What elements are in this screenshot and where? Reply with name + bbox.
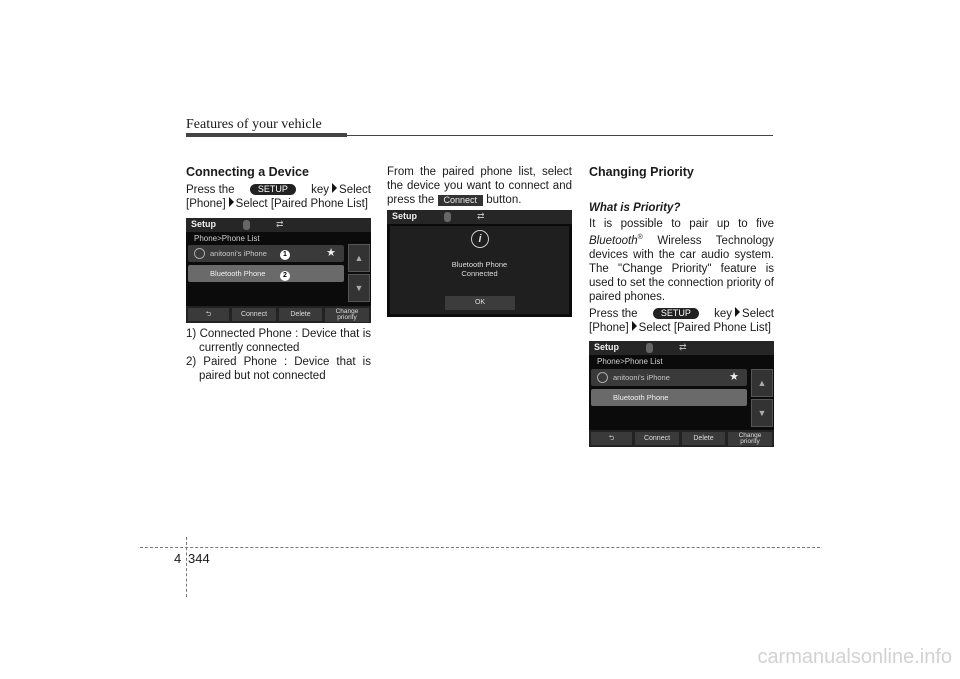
callout-badge-2: 2 (280, 271, 290, 281)
callout-badge-1: 1 (280, 250, 290, 260)
scroll-down-button[interactable]: ▼ (751, 399, 773, 427)
back-button[interactable]: ⮌ (188, 308, 229, 321)
connect-button[interactable]: Connect (635, 432, 679, 445)
scroll-up-button[interactable]: ▲ (348, 244, 370, 272)
play-icon (597, 372, 608, 383)
info-icon: i (471, 230, 489, 248)
header-rule-thick (186, 133, 347, 137)
triangle-right-icon (332, 183, 337, 193)
setup-key: SETUP (653, 308, 699, 319)
heading-connecting-device: Connecting a Device (186, 165, 309, 179)
usb-icon: ⇄ (477, 211, 485, 221)
middle-instruction: From the paired phone list, select the device you want to connect and press the Connect button. (387, 166, 572, 206)
delete-button[interactable]: Delete (279, 308, 322, 321)
bluetooth-icon (243, 220, 250, 230)
list-item-paired[interactable]: Bluetooth Phone (591, 389, 747, 406)
screen-title: Setup (191, 219, 217, 229)
triangle-right-icon (735, 307, 740, 317)
setup-key: SETUP (250, 184, 296, 195)
scroll-down-button[interactable]: ▼ (348, 274, 370, 302)
chapter-number: 4 (174, 551, 182, 566)
watermark: carmanualsonline.info (757, 646, 952, 668)
change-priority-button[interactable]: Change priority (325, 308, 369, 322)
ok-button[interactable]: OK (445, 296, 515, 310)
priority-description: It is possible to pair up to five Bluetooth® Wireless Technology devices with the car audio system. The "Change Priority" feature is used to set the connection priority of paired phones. (589, 218, 774, 303)
delete-button[interactable]: Delete (682, 432, 725, 445)
usb-icon: ⇄ (679, 342, 687, 352)
screen-title: Setup (594, 342, 620, 352)
dialog-status: Connected (461, 269, 498, 278)
list-item-connected[interactable]: anitooni's iPhone ★ (591, 369, 747, 386)
bluetooth-icon (646, 343, 653, 353)
subheading-what-is-priority: What is Priority? (589, 202, 681, 214)
connect-key: Connect (438, 195, 484, 206)
play-icon (194, 248, 205, 259)
screen-phone-list-1 (186, 218, 371, 323)
list-item-paired[interactable]: Bluetooth Phone (188, 265, 344, 282)
breadcrumb: Phone>Phone List (597, 357, 663, 366)
triangle-right-icon (229, 197, 234, 207)
right-instruction: Press the SETUP key Select [Phone] Select [Paired Phone List] (589, 308, 774, 334)
triangle-right-icon (632, 321, 637, 331)
page-number: 344 (188, 551, 210, 566)
screen-phone-list-2 (589, 341, 774, 447)
list-item-connected[interactable]: anitooni's iPhone ★ (188, 245, 344, 262)
connect-button[interactable]: Connect (232, 308, 276, 321)
screen-connected (387, 210, 572, 317)
header-rule-thin (347, 135, 773, 136)
footer-divider (186, 537, 187, 597)
bluetooth-icon (444, 212, 451, 222)
change-priority-button[interactable]: Change priority (728, 432, 772, 446)
legend-list: 1) Connected Phone : Device that is currently connected 2) Paired Phone : Device that is paired but not connected (186, 328, 371, 382)
screen-title: Setup (392, 211, 418, 221)
back-button[interactable]: ⮌ (591, 432, 632, 445)
dialog-message: Bluetooth Phone (451, 260, 508, 269)
footer-rule (140, 547, 820, 548)
star-icon: ★ (326, 247, 336, 259)
usb-icon: ⇄ (276, 219, 284, 229)
breadcrumb: Phone>Phone List (194, 234, 260, 243)
left-instruction: Press the SETUP key Select [Phone] Select [Paired Phone List] (186, 184, 371, 210)
section-header: Features of your vehicle (186, 117, 322, 132)
dialog-box (390, 226, 569, 314)
star-icon: ★ (729, 371, 739, 383)
scroll-up-button[interactable]: ▲ (751, 369, 773, 397)
heading-changing-priority: Changing Priority (589, 165, 694, 179)
